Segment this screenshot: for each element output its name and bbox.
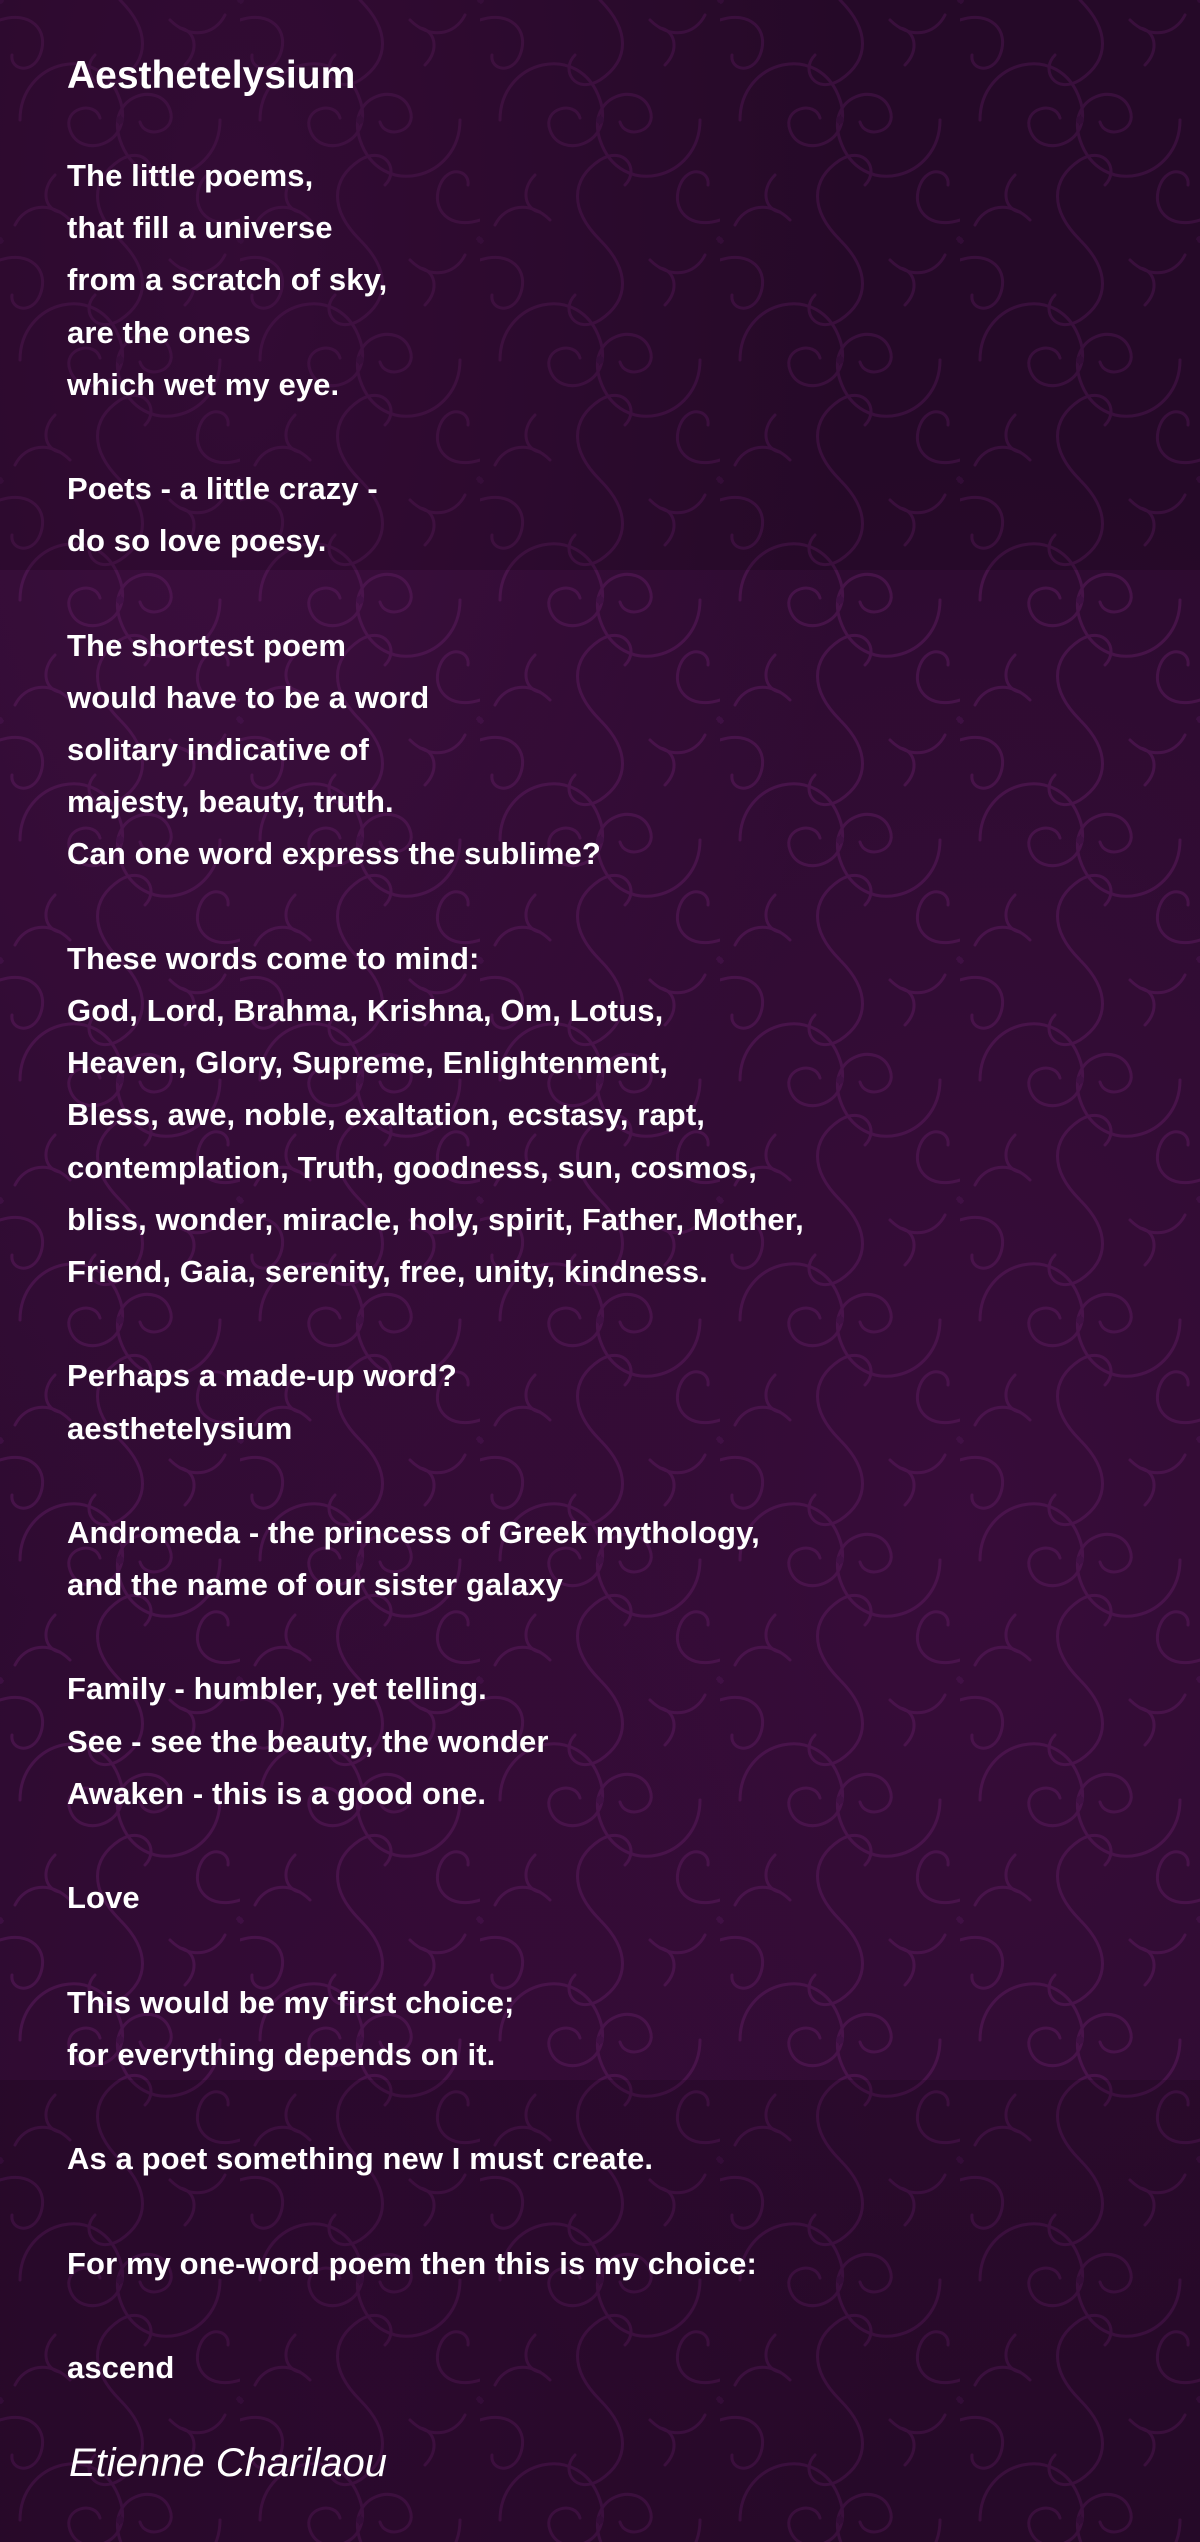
poem-line: God, Lord, Brahma, Krishna, Om, Lotus, bbox=[67, 993, 664, 1028]
stanza-break bbox=[67, 2187, 804, 2239]
poem-line: and the name of our sister galaxy bbox=[67, 1567, 563, 1603]
poem-line: solitary indicative of bbox=[67, 732, 369, 768]
poem-line: for everything depends on it. bbox=[67, 2036, 496, 2072]
stanza-break bbox=[67, 2083, 804, 2135]
poem-author: Etienne Charilaou bbox=[69, 2441, 387, 2485]
poem-line: Perhaps a made-up word? bbox=[67, 1358, 457, 1394]
poem-line: Heaven, Glory, Supreme, Enlightenment, bbox=[67, 1045, 668, 1081]
stanza-break bbox=[67, 1613, 804, 1665]
poem-line: aesthetelysium bbox=[67, 1410, 293, 1446]
poem-line: Bless, awe, noble, exaltation, ecstasy, rapt, bbox=[67, 1097, 705, 1133]
poem-line: The shortest poem bbox=[67, 627, 347, 663]
poem-line: are the ones bbox=[67, 314, 251, 350]
poem-line: Friend, Gaia, serenity, free, unity, kindness. bbox=[67, 1253, 708, 1289]
poem-line: which wet my eye. bbox=[67, 366, 340, 402]
poem-line: As a poet something new I must create. bbox=[67, 2141, 654, 2177]
poem-line: would have to be a word bbox=[67, 679, 430, 715]
stanza-break bbox=[67, 1926, 804, 1978]
poem-line: Andromeda - the princess of Greek mythology, bbox=[67, 1514, 760, 1550]
poem-line: do so love poesy. bbox=[67, 523, 327, 559]
stanza-break bbox=[67, 1457, 804, 1509]
poem-body bbox=[67, 152, 804, 2396]
poem-title: Aesthetelysium bbox=[67, 54, 356, 97]
poem-line: ascend bbox=[67, 2349, 175, 2385]
stanza-break bbox=[67, 413, 804, 465]
poem-line: The little poems, bbox=[67, 158, 314, 193]
stanza-break bbox=[67, 883, 804, 935]
poem-line: This would be my first choice; bbox=[67, 1984, 515, 2020]
stanza-break bbox=[67, 570, 804, 622]
poem-line: Poets - a little crazy - bbox=[67, 471, 378, 507]
stanza-break bbox=[67, 1300, 804, 1352]
poem-line: that fill a universe bbox=[67, 210, 333, 246]
poem-line: These words come to mind: bbox=[67, 940, 480, 976]
poem-line: Family - humbler, yet telling. bbox=[67, 1671, 487, 1707]
poem-line: See - see the beauty, the wonder bbox=[67, 1723, 549, 1759]
poem-line: contemplation, Truth, goodness, sun, cosmos, bbox=[67, 1149, 757, 1185]
poem-line: bliss, wonder, miracle, holy, spirit, Father, Mother, bbox=[67, 1201, 804, 1237]
poem-line: majesty, beauty, truth. bbox=[67, 784, 394, 820]
poem-line: For my one-word poem then this is my choice: bbox=[67, 2245, 757, 2281]
poem-line: Can one word express the sublime? bbox=[67, 836, 601, 872]
stanza-break bbox=[67, 2292, 804, 2344]
stanza-break bbox=[67, 1822, 804, 1874]
poem-line: Awaken - this is a good one. bbox=[67, 1775, 487, 1811]
poem-line: from a scratch of sky, bbox=[67, 262, 388, 298]
poem-line: Love bbox=[67, 1880, 140, 1916]
